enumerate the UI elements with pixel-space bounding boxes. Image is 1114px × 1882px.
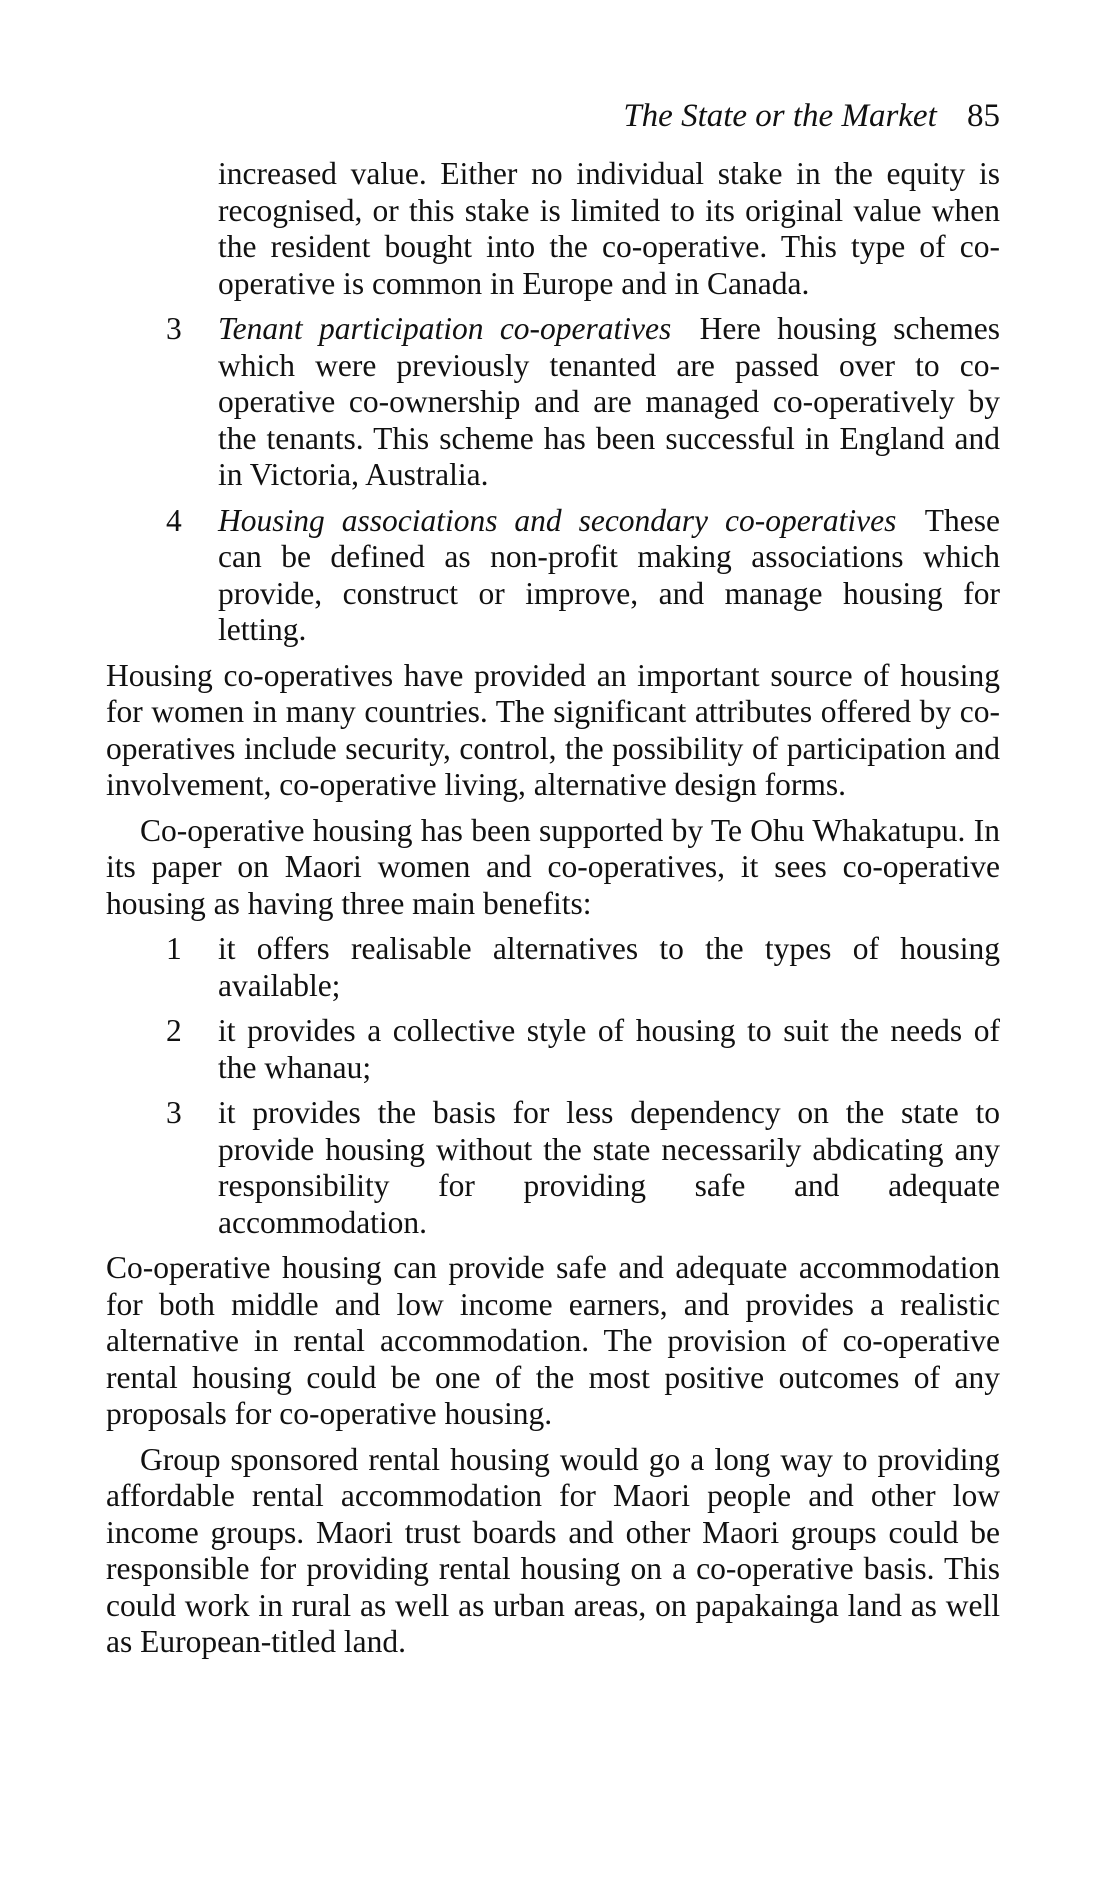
benefit-text: it provides the basis for less dependency on the state to provide housing without the state necessarily abdicating any responsibility for providing safe and adequate accommodation. xyxy=(218,1095,1000,1240)
list-item-number: 3 xyxy=(166,311,182,346)
benefit-item xyxy=(106,1095,1000,1241)
list-item-term: Housing associations and secondary co-operatives xyxy=(218,502,897,538)
benefit-number: 1 xyxy=(166,931,182,966)
list-item xyxy=(106,311,1000,494)
body-text xyxy=(106,156,1000,1670)
running-head xyxy=(623,96,1000,136)
continuation-text: increased value. Either no individual stake in the equity is recognised, or this stake is limited to its original value when the resident bought into the co-operative. This type of co-operative is common in Europe and in Canada. xyxy=(218,156,1000,301)
benefit-text: it provides a collective style of housing to suit the needs of the whanau; xyxy=(218,1013,1000,1085)
benefit-item xyxy=(106,1013,1000,1086)
list-item-text: These can be defined as non-profit making associations which provide, construct or improve, and manage housing for letting. xyxy=(218,502,1000,647)
list-item xyxy=(106,503,1000,649)
paragraph-te-ohu-whakatupu: Co-operative housing has been supported by Te Ohu Whakatupu. In its paper on Maori women and co-operatives, it sees co-operative housing as having three main benefits: xyxy=(106,812,1000,921)
list-item-term: Tenant participation co-operatives xyxy=(218,311,672,346)
running-title: The State or the Market xyxy=(623,98,937,134)
paragraph-group-sponsored: Group sponsored rental housing would go a long way to providing affordable rental accommodation for Maori people and other low income groups. Maori trust boards and other Maori groups could be responsible for providing rental housing on a co-operative basis. This could work in rural as well as urban areas, on papakainga land as well as European-titled land. xyxy=(106,1441,1000,1659)
page-number: 85 xyxy=(967,98,1000,134)
benefit-number: 3 xyxy=(166,1095,182,1130)
benefit-item xyxy=(106,931,1000,1004)
paragraph-housing-cooperatives: Housing co-operatives have provided an important source of housing for women in many countries. The significant attributes offered by co-operatives include security, control, the possibility of participation and involvement, co-operative living, alternative design forms. xyxy=(106,657,1000,802)
list-item-number: 4 xyxy=(166,502,182,538)
paragraph-rental-accommodation: Co-operative housing can provide safe and adequate accommodation for both middle and low income earners, and provides a realistic alternative in rental accommodation. The provision of co-operative rental housing could be one of the most positive outcomes of any proposals for co-operative housing. xyxy=(106,1250,1000,1431)
list-item-text: Here housing schemes which were previously tenanted are passed over to co-operative co-ownership and are managed co-operatively by the tenants. This scheme has been successful in England and in Victoria, Australia. xyxy=(218,311,1000,492)
continuation-paragraph xyxy=(106,156,1000,302)
benefit-number: 2 xyxy=(166,1013,182,1048)
benefit-text: it offers realisable alternatives to the types of housing available; xyxy=(218,931,1000,1003)
